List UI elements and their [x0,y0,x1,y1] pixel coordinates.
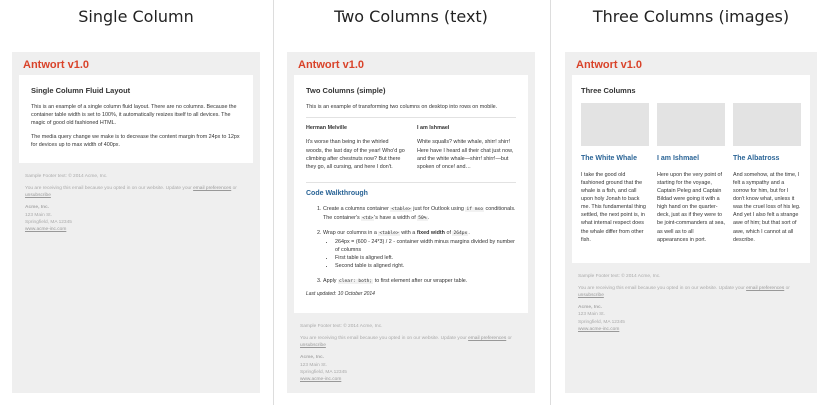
heading-three-columns: Three Columns (images) [592,7,790,26]
last-updated: Last updated: 10 October 2014 [306,291,375,298]
footer [572,263,810,343]
paragraph: This is an example of a single column fluid layout. There are no columns. Because the container table width is set to 100%, it automatically resizes itself to all devices. The magic of good old fashioned HTML. [31,104,237,127]
bullet: • Second table is aligned right. [335,262,516,270]
image-placeholder [657,103,725,146]
card-title: Two Columns (simple) [306,86,386,95]
unsubscribe-link[interactable]: unsubscribe [300,343,326,349]
two-columns [306,124,516,176]
website-link[interactable]: www.acme-inc.com [25,226,67,232]
city: Springfield, MA 12345 [578,319,625,325]
three-column-preview [565,52,817,393]
column-heading: I am Ishmael [657,155,700,163]
column-text: And somehow, at the time, I felt a sympathy and a sorrow for him, but for I don't know what, unless it was the cruel loss of his leg. And yet I also felt a strange awe of him; but that sort of awe, which I cannot at all describe. [733,171,801,243]
column [657,103,725,248]
walkthrough-heading: Code Walkthrough [306,189,368,197]
footer-text: or [507,336,512,342]
column-text: I take the good old fashioned ground that the whale is a fish, and call upon holy Jonah to back me. This fundamental thing settled, the next point is, in what internal respect does the whale differ from other fish. [581,171,646,243]
footer [294,313,528,393]
step: 2. Wrap our columns in a <table> with a fixed width of 264px. • 264px = (600 - 24*3) / 2 - container width minus margins divided by number of columns • First table is aligned left. • Second table is aligned right. [323,229,516,270]
heading-two-columns: Two Columns (text) [334,7,488,26]
content-card [572,75,810,263]
website-link[interactable]: www.acme-inc.com [300,377,342,383]
sub-list [323,238,516,270]
intro: This is an example of transforming two columns on desktop into rows on mobile. [306,104,498,111]
city: Springfield, MA 12345 [300,369,347,375]
bullet: • First table is aligned left. [335,254,516,262]
footer-sample: Sample Footer text: © 2014 Acme, Inc. [300,323,383,329]
steps-list [306,205,516,285]
image-placeholder [581,103,649,146]
footer-text: You are receiving this email because you opted in on our website. Update your [300,336,467,342]
street: 123 Main St. [300,362,327,368]
brand-title: Antwort v1.0 [23,59,90,71]
column-text: It's worse than being in the whirled woods, the last day of the year! Who'd go climbing after chestnuts now? But there they go, all cursing, and here I don't. [306,139,405,170]
column [417,124,516,176]
step: 3. Apply clear: both; to first element after our wrapper table. [323,277,516,286]
footer-text: You are receiving this email because you opted in on our website. Update your [578,285,745,291]
divider [273,0,274,405]
two-column-preview [287,52,535,393]
card-title: Single Column Fluid Layout [31,86,131,95]
column-heading: I am Ishmael [417,125,450,132]
column [581,103,649,248]
footer-receiving [25,185,247,199]
company: Acme, Inc. [578,305,602,311]
content-card [294,75,528,313]
brand-title: Antwort v1.0 [576,59,643,71]
column [733,103,801,248]
footer-text: You are receiving this email because you opted in on our website. Update your [25,185,192,191]
company: Acme, Inc. [300,355,324,361]
brand-title: Antwort v1.0 [298,59,365,71]
card-title: Three Columns [581,86,636,95]
email-preferences-link[interactable]: email preferences [193,185,232,191]
column-text: Here upon the very point of starting for the voyage, Captain Peleg and Captain Bildad were going it with a high hand on the quarter-deck, just as if they were to be joint-commanders at sea, as well as to all appearances in port. [657,171,726,243]
divider [306,182,516,183]
column-heading: The Albatross [733,155,780,163]
column-heading: Herman Melville [306,125,348,132]
footer-receiving [300,335,522,349]
divider [550,0,551,405]
company: Acme, Inc. [25,205,49,211]
footer-sample: Sample Footer text: © 2014 Acme, Inc. [578,273,661,279]
footer-text: or [232,185,237,191]
bullet: • 264px = (600 - 24*3) / 2 - container width minus margins divided by number of columns [335,238,516,254]
footer-receiving [578,285,804,299]
footer-sample: Sample Footer text: © 2014 Acme, Inc. [25,173,108,179]
street: 123 Main St. [578,312,605,318]
unsubscribe-link[interactable]: unsubscribe [25,193,51,199]
single-column-preview [12,52,260,393]
footer-text: or [785,285,790,291]
three-columns [581,103,801,248]
content-card [19,75,253,163]
column [306,124,405,176]
heading-single-column: Single Column [78,7,194,26]
column-heading: The White Whale [581,155,637,163]
column-text: White squalls? white whale, shirr! shirr! Here have I heard all their chat just now, and the white whale—shirr! shirr!—but spoken of once! and… [417,139,514,170]
footer [19,163,253,243]
website-link[interactable]: www.acme-inc.com [578,326,620,332]
paragraph: The media query change we make is to decrease the content margin from 24px to 12px for devices up to max width of 400px. [31,133,240,148]
image-placeholder [733,103,801,146]
unsubscribe-link[interactable]: unsubscribe [578,293,604,299]
divider [306,117,516,118]
email-preferences-link[interactable]: email preferences [468,336,507,342]
step: 1. Create a columns container <table> just for Outlook using if mso conditionals. The container's <td>'s have a width of 50%. [323,205,516,223]
city: Springfield, MA 12345 [25,219,72,225]
email-preferences-link[interactable]: email preferences [746,285,785,291]
street: 123 Main St. [25,212,52,218]
